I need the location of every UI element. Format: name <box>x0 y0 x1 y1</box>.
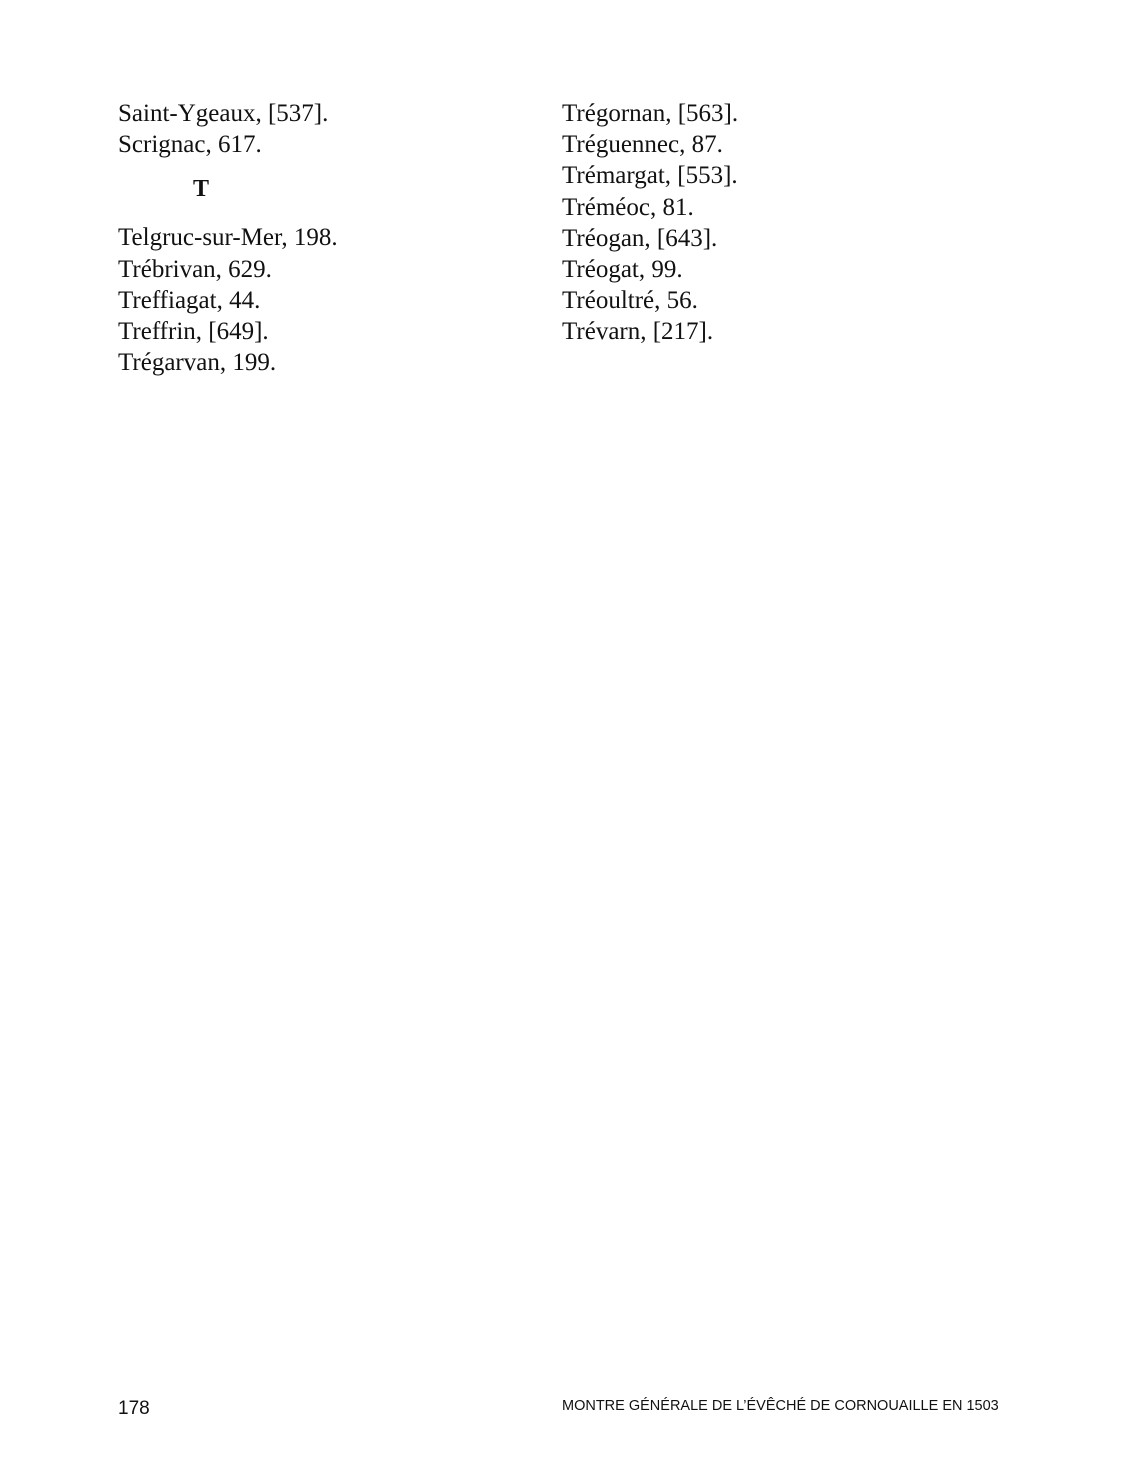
index-entry: Scrignac, 617. <box>118 131 262 159</box>
running-title: MONTRE GÉNÉRALE DE L’ÉVÊCHÉ DE CORNOUAILLE EN 1503 <box>562 1398 999 1414</box>
index-entry: Trémargat, [553]. <box>562 162 738 190</box>
index-entry: Saint-Ygeaux, [537]. <box>118 100 329 127</box>
index-entry: Treffiagat, 44. <box>118 286 261 314</box>
index-entry: Trégarvan, 199. <box>118 349 277 377</box>
index-entry: Tréguennec, 87. <box>562 131 723 159</box>
index-entry: Trégornan, [563]. <box>562 100 739 127</box>
index-entry: Tréoultré, 56. <box>562 287 698 315</box>
index-entry: Tréogan, [643]. <box>562 224 718 252</box>
index-entry: Tréogat, 99. <box>562 256 683 284</box>
index-entry: Tréméoc, 81. <box>562 193 694 221</box>
index-column-right <box>562 98 1002 348</box>
index-entry: Treffrin, [649]. <box>118 318 269 346</box>
index-entry: Trébrivan, 629. <box>118 255 272 283</box>
index-entry: Trévarn, [217]. <box>562 318 714 346</box>
index-entry: Telgruc-sur-Mer, 198. <box>118 224 338 252</box>
letter-heading: T <box>193 176 210 203</box>
index-column-left <box>118 98 538 378</box>
page-number: 178 <box>118 1398 150 1419</box>
